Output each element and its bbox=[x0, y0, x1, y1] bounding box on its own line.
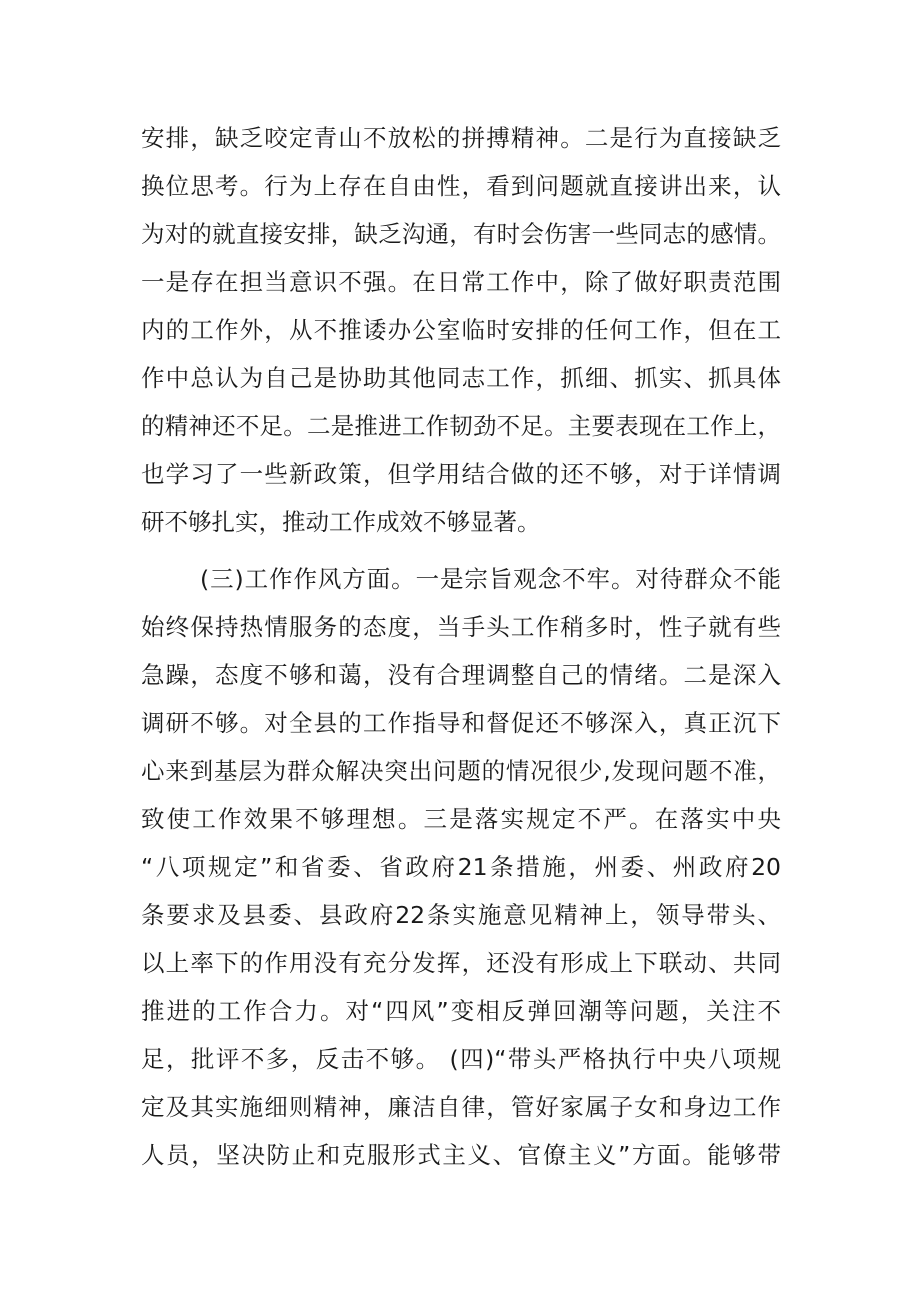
text-line: 定及其实施细则精神，廉洁自律，管好家属子女和身边工作 bbox=[141, 1093, 781, 1121]
paragraph-1 bbox=[141, 114, 781, 546]
text-line: 调研不够。对全县的工作指导和督促还不够深入，真正沉下 bbox=[141, 709, 781, 737]
text-line: 的精神还不足。二是推进工作韧劲不足。主要表现在工作上， bbox=[141, 412, 781, 440]
text-line: 足，批评不多，反击不够。 (四)“带头严格执行中央八项规 bbox=[141, 1045, 781, 1073]
text-line: 人员，坚决防止和克服形式主义、官僚主义”方面。能够带 bbox=[141, 1141, 781, 1169]
text-line: 致使工作效果不够理想。三是落实规定不严。在落实中央 bbox=[141, 805, 781, 833]
text-line: 也学习了一些新政策，但学用结合做的还不够，对于详情调 bbox=[141, 460, 781, 488]
text-line: “八项规定”和省委、省政府21条措施，州委、州政府20 bbox=[141, 853, 781, 881]
text-line: 以上率下的作用没有充分发挥，还没有形成上下联动、共同 bbox=[141, 949, 781, 977]
text-line: 推进的工作合力。对“四风”变相反弹回潮等问题，关注不 bbox=[141, 997, 781, 1025]
text-line: 研不够扎实，推动工作成效不够显著。 bbox=[141, 508, 541, 536]
text-line: 作中总认为自己是协助其他同志工作，抓细、抓实、抓具体 bbox=[141, 364, 781, 392]
paragraph-gap bbox=[141, 546, 781, 555]
document-body bbox=[141, 114, 781, 1179]
text-line: 始终保持热情服务的态度，当手头工作稍多时，性子就有些 bbox=[141, 613, 781, 641]
text-line: 换位思考。行为上存在自由性，看到问题就直接讲出来，认 bbox=[141, 172, 781, 200]
paragraph-2 bbox=[141, 555, 781, 1179]
text-line: 内的工作外，从不推诿办公室临时安排的任何工作，但在工 bbox=[141, 316, 781, 344]
text-line: (三)工作作风方面。一是宗旨观念不牢。对待群众不能 bbox=[200, 565, 781, 593]
text-line: 条要求及县委、县政府22条实施意见精神上，领导带头、 bbox=[141, 901, 781, 929]
text-line: 一是存在担当意识不强。在日常工作中，除了做好职责范围 bbox=[141, 268, 781, 296]
text-line: 心来到基层为群众解决突出问题的情况很少,发现问题不准， bbox=[141, 757, 781, 785]
text-line: 安排，缺乏咬定青山不放松的拼搏精神。二是行为直接缺乏 bbox=[141, 124, 781, 152]
text-line: 急躁，态度不够和蔼，没有合理调整自己的情绪。二是深入 bbox=[141, 661, 781, 689]
text-line: 为对的就直接安排，缺乏沟通，有时会伤害一些同志的感情。 bbox=[141, 220, 781, 248]
